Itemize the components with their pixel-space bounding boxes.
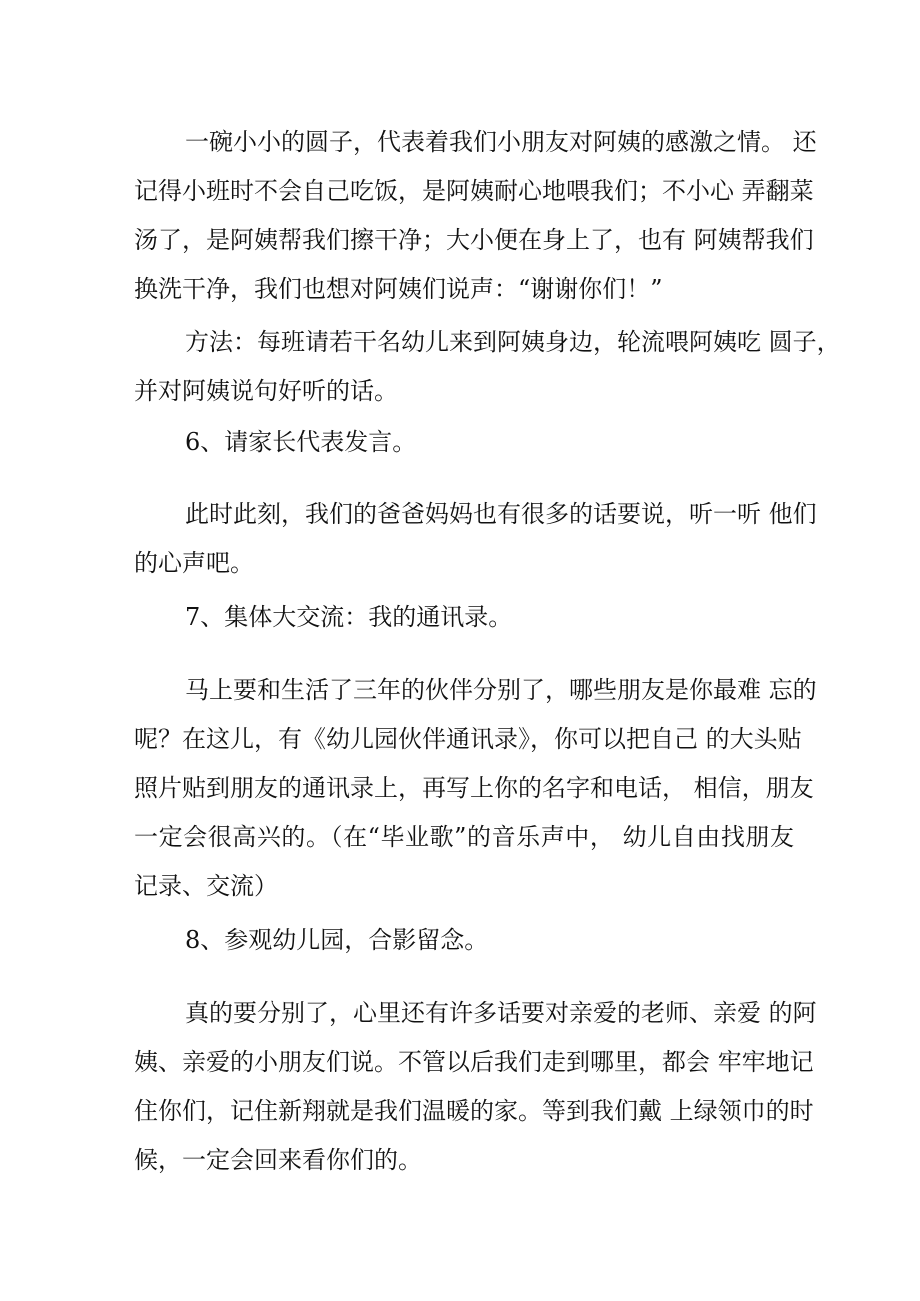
paragraph-line: 一定会很高兴的。（在“毕业歌”的音乐声中， 幼儿自由找朋友 [134, 823, 794, 851]
section-heading-text: 6、请家长代表发言。 [185, 428, 417, 456]
paragraph-thanks-aunties [134, 118, 817, 314]
paragraph-line: 此时此刻，我们的爸爸妈妈也有很多的话要说，听一听 他们 [185, 500, 817, 528]
paragraph-method [134, 318, 841, 416]
section-heading-8 [134, 920, 794, 960]
paragraph-line: 换洗干净，我们也想对阿姨们说声：“谢谢你们！” [134, 275, 663, 303]
paragraph-line: 呢？在这儿，有《幼儿园伙伴通讯录》，你可以把自己 的大头贴 [134, 725, 802, 753]
section-heading-6 [134, 422, 794, 462]
paragraph-line: 汤了，是阿姨帮我们擦干净；大小便在身上了，也有 阿姨帮我们 [134, 226, 814, 254]
paragraph-line: 并对阿姨说句好听的话。 [134, 377, 398, 405]
paragraph-line: 记得小班时不会自己吃饭，是阿姨耐心地喂我们；不小心 弄翻菜 [134, 177, 814, 205]
paragraph-line: 真的要分别了，心里还有许多话要对亲爱的老师、亲爱 的阿 [185, 999, 817, 1027]
paragraph-line: 姨、亲爱的小朋友们说。不管以后我们走到哪里，都会 牢牢地记 [134, 1048, 814, 1076]
paragraph-line: 记录、交流） [134, 872, 278, 900]
paragraph-line: 的心声吧。 [134, 549, 254, 577]
paragraph-line: 一碗小小的圆子，代表着我们小朋友对阿姨的感激之情。 还 [185, 128, 817, 156]
paragraph-line: 方法：每班请若干名幼儿来到阿姨身边，轮流喂阿姨吃 圆子， [185, 328, 841, 356]
paragraph-line: 照片贴到朋友的通讯录上，再写上你的名字和电话， 相信，朋友 [134, 774, 814, 802]
paragraph-parents-voice [134, 490, 817, 588]
section-heading-text: 7、集体大交流：我的通讯录。 [185, 603, 513, 631]
paragraph-line: 马上要和生活了三年的伙伴分别了，哪些朋友是你最难 忘的 [185, 676, 817, 704]
paragraph-address-book [134, 666, 817, 911]
paragraph-farewell [134, 989, 817, 1185]
paragraph-line: 候，一定会回来看你们的。 [134, 1146, 422, 1174]
section-heading-7 [134, 597, 794, 637]
paragraph-line: 住你们，记住新翔就是我们温暖的家。等到我们戴 上绿领巾的时 [134, 1097, 814, 1125]
section-heading-text: 8、参观幼儿园，合影留念。 [185, 926, 489, 954]
